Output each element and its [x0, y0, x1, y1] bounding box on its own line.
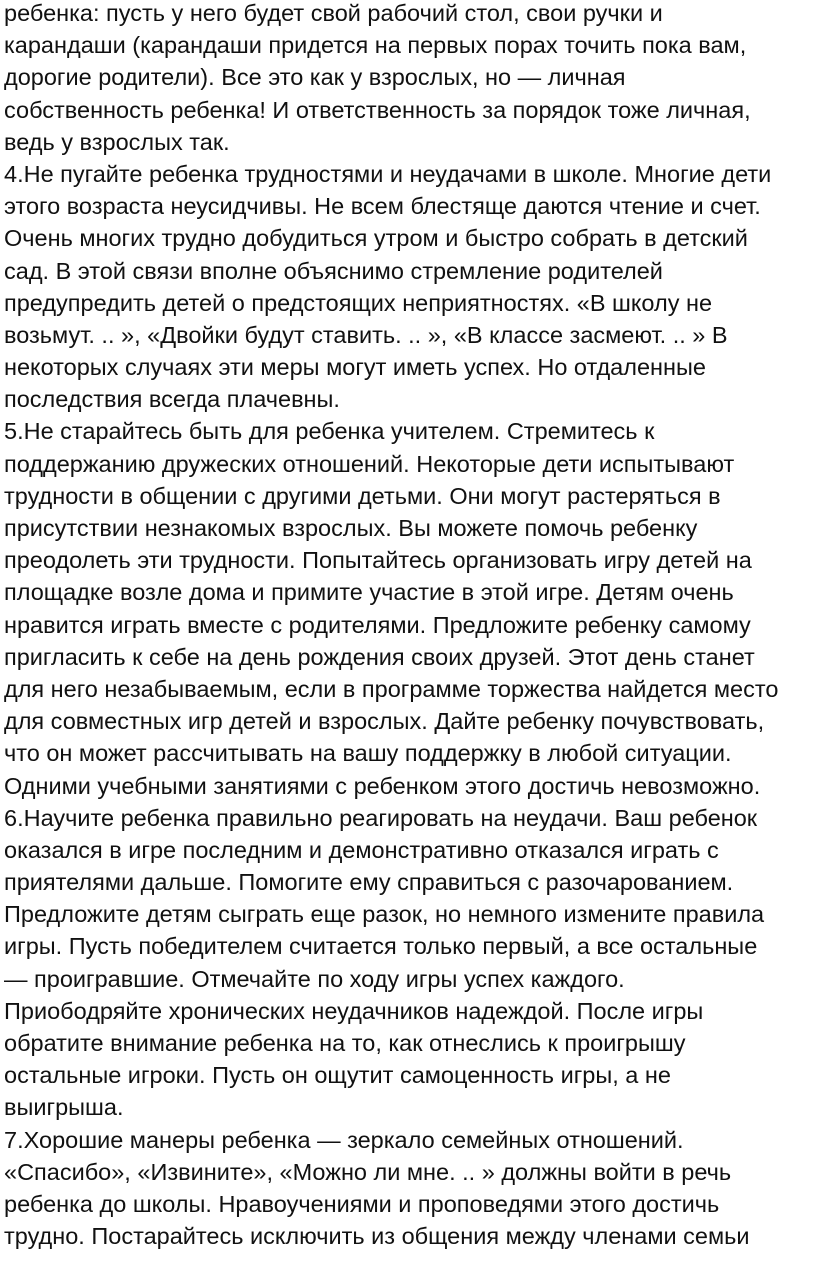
text-line: 5.Не старайтесь быть для ребенка учителем. Стремитесь к: [4, 418, 655, 445]
text-line: сад. В этой связи вполне объяснимо стремление родителей: [4, 257, 663, 284]
text-line: Очень многих трудно добудиться утром и быстро собрать в детский: [4, 225, 748, 252]
text-line: игры. Пусть победителем считается только первый, а все остальные: [4, 933, 758, 960]
text-line: 7.Хорошие манеры ребенка — зеркало семейных отношений.: [4, 1126, 684, 1153]
text-line: для него незабываемым, если в программе торжества найдется место: [4, 675, 779, 702]
text-line: поддержанию дружеских отношений. Некоторые дети испытывают: [4, 450, 735, 477]
text-line: присутствии незнакомых взрослых. Вы можете помочь ребенку: [4, 515, 698, 541]
text-line: Одними учебными занятиями с ребенком этого достичь невозможно.: [4, 772, 761, 799]
text-line: обратите внимание ребенка на то, как отнеслись к проигрышу: [4, 1030, 686, 1056]
text-line: предупредить детей о предстоящих неприятностях. «В школу не: [4, 289, 713, 316]
text-line: возьмут. .. », «Двойки будут ставить. .. », «В классе засмеют. .. » В: [4, 321, 728, 348]
text-line: Приободряйте хронических неудачников надеждой. После игры: [4, 997, 704, 1024]
text-line: «Спасибо», «Извините», «Можно ли мне. .. » должны войти в речь: [4, 1158, 732, 1185]
text-line: трудности в общении с другими детьми. Они могут растеряться в: [4, 482, 721, 509]
text-line: карандаши (карандаши придется на первых порах точить пока вам,: [4, 32, 747, 59]
text-line: ребенка до школы. Нравоучениями и проповедями этого достичь: [4, 1190, 720, 1217]
text-line: преодолеть эти трудности. Попытайтесь организовать игру детей на: [4, 547, 752, 574]
text-line: оказался в игре последним и демонстративно отказался играть с: [4, 836, 719, 863]
text-line: приятелями дальше. Помогите ему справиться с разочарованием.: [4, 869, 734, 896]
document-body: [4, 0, 810, 1252]
text-line: для совместных игр детей и взрослых. Дайте ребенку почувствовать,: [4, 708, 765, 735]
text-line: 6.Научите ребенка правильно реагировать на неудачи. Ваш ребенок: [4, 804, 758, 831]
text-line: пригласить к себе на день рождения своих друзей. Этот день станет: [4, 643, 755, 670]
text-line: — проигравшие. Отмечайте по ходу игры успех каждого.: [4, 965, 625, 992]
text-line: последствия всегда плачевны.: [4, 386, 340, 413]
text-line: дорогие родители). Все это как у взрослых, но — личная: [4, 64, 626, 91]
text-line: ведь у взрослых так.: [4, 128, 230, 155]
text-line: Предложите детям сыграть еще разок, но немного измените правила: [4, 901, 765, 928]
text-line: ребенка: пусть у него будет свой рабочий стол, свои ручки и: [4, 0, 663, 26]
text-line: остальные игроки. Пусть он ощутит самоценность игры, а не: [4, 1062, 671, 1089]
text-line: выигрыша.: [4, 1094, 124, 1121]
text-line: 4.Не пугайте ребенка трудностями и неудачами в школе. Многие дети: [4, 160, 772, 187]
text-line: площадке возле дома и примите участие в этой игре. Детям очень: [4, 579, 734, 606]
text-line: собственность ребенка! И ответственность за порядок тоже личная,: [4, 96, 751, 123]
text-line: трудно. Постарайтесь исключить из общения между членами семьи: [4, 1223, 750, 1250]
text-line: этого возраста неусидчивы. Не всем блестяще даются чтение и счет.: [4, 193, 761, 220]
text-line: некоторых случаях эти меры могут иметь успех. Но отдаленные: [4, 354, 706, 381]
text-line: что он может рассчитывать на вашу поддержку в любой ситуации.: [4, 740, 732, 767]
text-line: нравится играть вместе с родителями. Предложите ребенку самому: [4, 611, 751, 638]
